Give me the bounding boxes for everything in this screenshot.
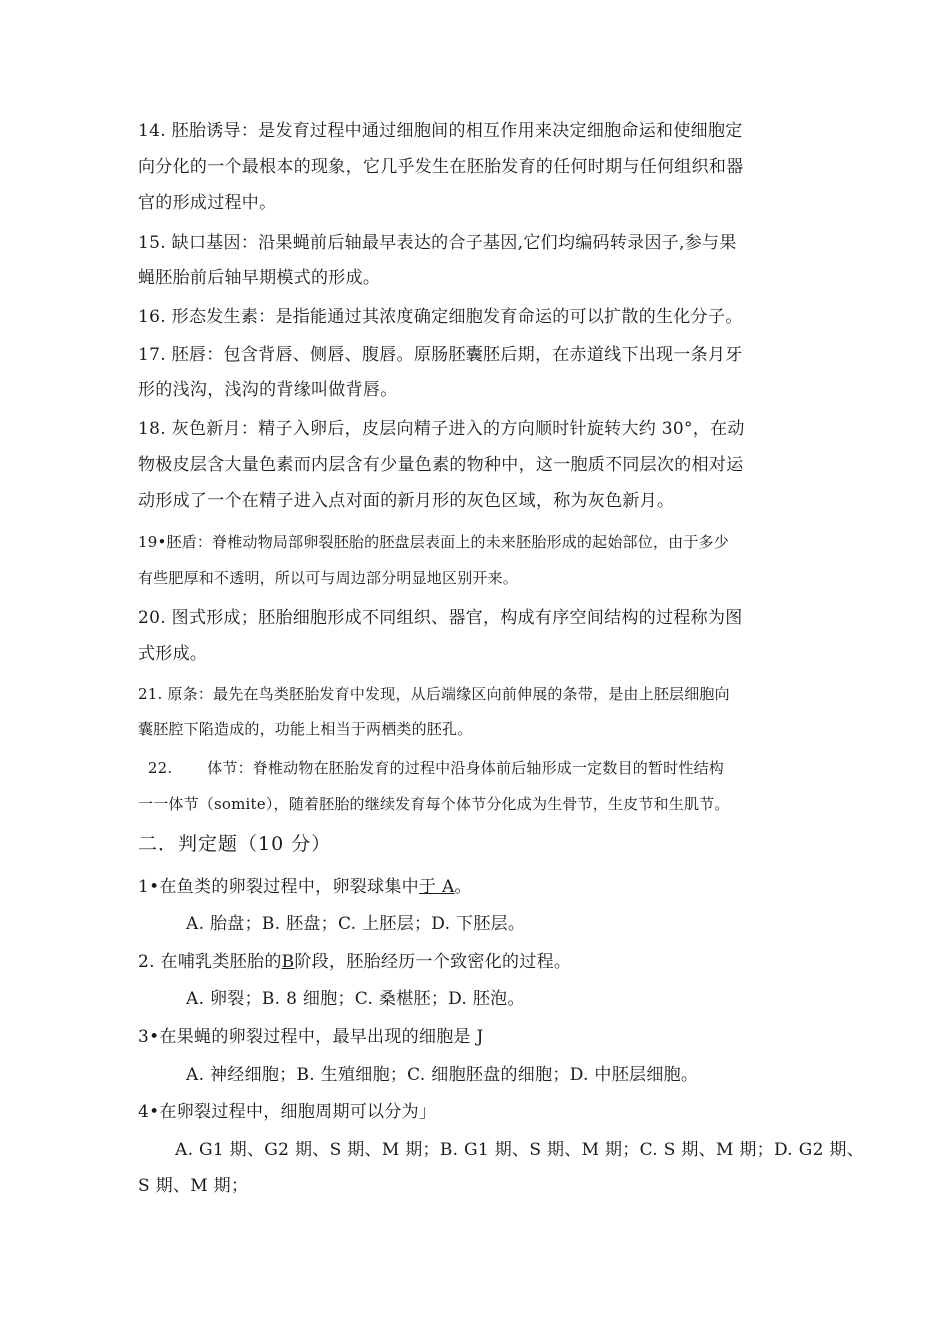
question-1-stem-end: 。	[454, 877, 472, 897]
definition-15-line-1: 15. 缺口基因：沿果蝇前后轴最早表达的合子基因,它们均编码转录因子,参与果	[138, 233, 737, 253]
definition-20-line-2: 式形成。	[138, 644, 208, 664]
question-1-stem-text: 1•在鱼类的卵裂过程中，卵裂球集中	[138, 877, 419, 897]
question-1-stem	[138, 877, 472, 897]
question-2-stem	[138, 952, 571, 972]
question-2-options: A. 卵裂；B. 8 细胞；C. 桑椹胚；D. 胚泡。	[186, 989, 525, 1009]
question-2-stem-end: 阶段，胚胎经历一个致密化的过程。	[294, 952, 572, 972]
definition-20-line-1: 20. 图式形成；胚胎细胞形成不同组织、器官，构成有序空间结构的过程称为图	[138, 608, 743, 628]
question-4-options: A. G1 期、G2 期、S 期、M 期；B. G1 期、S 期、M 期；C. S 期、M 期；D. G2 期、	[175, 1140, 865, 1160]
definition-21-line-2: 囊胚腔下陷造成的，功能上相当于两栖类的胚孔。	[138, 720, 473, 738]
question-1-options: A. 胎盘；B. 胚盘；C. 上胚层；D. 下胚层。	[186, 914, 526, 934]
definition-18-line-1: 18. 灰色新月：精子入卵后，皮层向精子进入的方向顺时针旋转大约 30°，在动	[138, 419, 745, 439]
definition-18-line-2: 物极皮层含大量色素而内层含有少量色素的物种中，这一胞质不同层次的相对运	[138, 455, 744, 475]
definition-15-line-2: 蝇胚胎前后轴早期模式的形成。	[138, 268, 381, 288]
question-2-stem-text: 2. 在哺乳类胚胎的	[138, 952, 282, 972]
definition-22-line-2: 一一体节（somite），随着胚胎的继续发育每个体节分化成为生骨节，生皮节和生肌节。	[138, 795, 730, 813]
definition-22-line-1: 22. 体节：脊椎动物在胚胎发育的过程中沿身体前后轴形成一定数目的暂时性结构	[138, 759, 724, 777]
definition-17-line-1: 17. 胚唇：包含背唇、侧唇、腹唇。原肠胚囊胚后期，在赤道线下出现一条月牙	[138, 345, 743, 365]
definition-14-line-3: 官的形成过程中。	[138, 193, 277, 213]
definition-14-line-2: 向分化的一个最根本的现象，它几乎发生在胚胎发育的任何时期与任何组织和器	[138, 157, 744, 177]
question-1-answer: 于 A	[418, 877, 455, 897]
question-2-answer: B	[281, 952, 295, 972]
definition-18-line-3: 动形成了一个在精子进入点对面的新月形的灰色区域，称为灰色新月。	[138, 491, 675, 511]
definition-19-line-2: 有些肥厚和不透明，所以可与周边部分明显地区别开来。	[138, 569, 519, 587]
question-4-stem: 4•在卵裂过程中，细胞周期可以分为」	[138, 1102, 437, 1122]
definition-19-line-1: 19•胚盾：脊椎动物局部卵裂胚胎的胚盘层表面上的未来胚胎形成的起始部位，由于多少	[138, 533, 729, 551]
definition-21-line-1: 21. 原条：最先在鸟类胚胎发育中发现，从后端缘区向前伸展的条带，是由上胚层细胞向	[138, 685, 730, 703]
question-4-options-continued: S 期、M 期；	[138, 1176, 249, 1196]
definition-17-line-2: 形的浅沟，浅沟的背缘叫做背唇。	[138, 380, 398, 400]
definition-16-line-1: 16. 形态发生素：是指能通过其浓度确定细胞发育命运的可以扩散的生化分子。	[138, 307, 743, 327]
section-heading: 二．判定题（10 分）	[138, 833, 332, 855]
question-3-stem: 3•在果蝇的卵裂过程中，最早出现的细胞是 J	[138, 1027, 484, 1047]
definition-14-line-1: 14. 胚胎诱导：是发育过程中通过细胞间的相互作用来决定细胞命运和使细胞定	[138, 121, 743, 141]
question-3-options: A. 神经细胞；B. 生殖细胞；C. 细胞胚盘的细胞；D. 中胚层细胞。	[186, 1065, 699, 1085]
